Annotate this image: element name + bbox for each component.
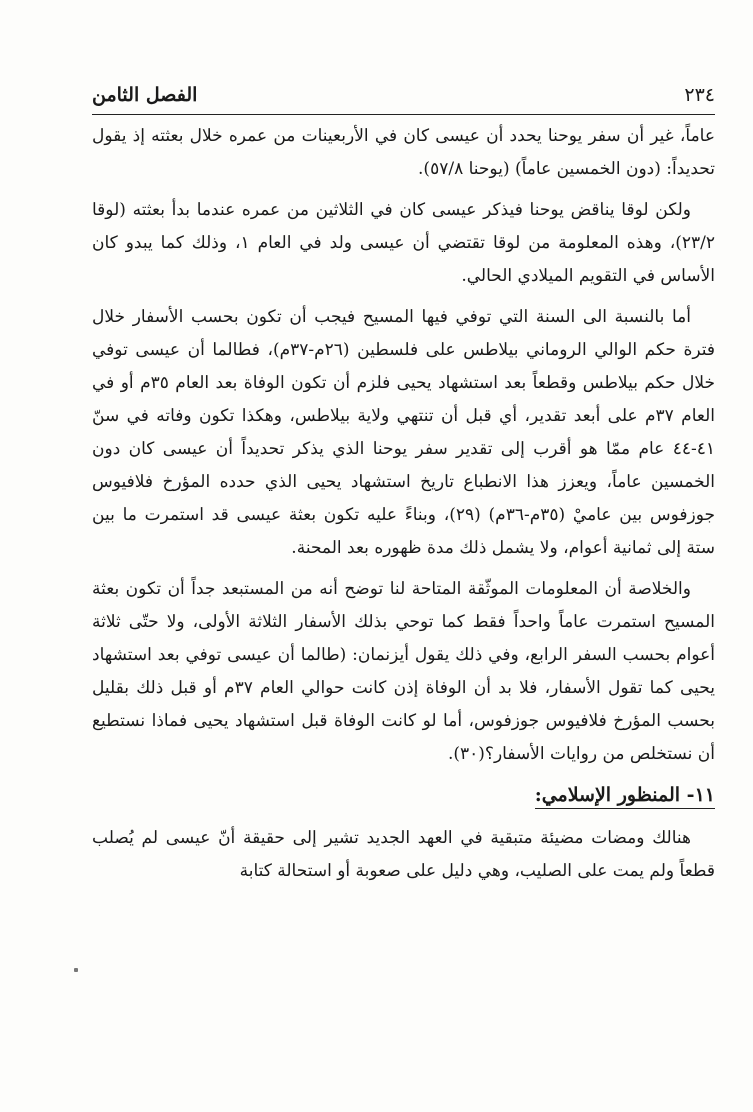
page-header <box>92 84 715 114</box>
scan-speck <box>74 968 78 972</box>
paragraph: أما بالنسبة الى السنة التي توفي فيها المسيح فيجب أن تكون بحسب الأسفار خلال فترة حكم الوالي الروماني بيلاطس على فلسطين (٢٦م-٣٧م)، فطالما أن عيسى توفي خلال حكم بيلاطس وقطعاً بعد استشهاد يحيى فلزم أن تكون الوفاة بعد العام ٣٥م أو في العام ٣٧م على أبعد تقدير، أي قبل أن تنتهي ولاية بيلاطس، وهكذا تكون وفاته في سنّ ٤١-٤٤ عام ممّا هو أقرب إلى تقدير سفر يوحنا الذي يذكر تحديداً أن عيسى كان دون الخمسين عاماً، ويعزز هذا الانطباع تاريخ استشهاد يحيى الذي حدده المؤرخ فلافيوس جوزفوس بين عاميْ (٣٥م-٣٦م) (٢٩)، وبناءً عليه تكون بعثة عيسى قد استمرت ما بين ستة إلى ثمانية أعوام، ولا يشمل ذلك مدة ظهوره بعد المحنة. <box>92 307 716 558</box>
section-heading <box>92 779 715 812</box>
page-number: ٢٣٤ <box>684 84 715 106</box>
header-rule <box>92 114 715 115</box>
paragraph: ولكن لوقا يناقض يوحنا فيذكر عيسى كان في الثلاثين من عمره عندما بدأ بعثته (لوقا ٢٣/٢)، وهذه المعلومة من لوقا تقتضي أن عيسى ولد في العام ١، وذلك كما يبدو كان الأساس في التقويم الميلادي الحالي. <box>92 200 715 286</box>
paragraph: والخلاصة أن المعلومات الموثّقة المتاحة لنا توضح أنه من المستبعد جداً أن تكون بعثة المسيح استمرت عاماً واحداً فقط كما توحي بذلك الأسفار الثلاثة الأولى، ولا حتّى ثلاثة أعوام بحسب السفر الرابع، وفي ذلك يقول أيزنمان: (طالما أن عيسى توفي بعد استشهاد يحيى كما تقول الأسفار، فلا بد أن الوفاة إذن كانت حوالي العام ٣٧م أو قبل ذلك بقليل بحسب المؤرخ فلافيوس جوزفوس، أما لو كانت الوفاة قبل استشهاد يحيى فماذا نستطيع أن نستخلص من روايات الأسفار؟(٣٠). <box>92 579 715 764</box>
paragraph: عاماً، غير أن سفر يوحنا يحدد أن عيسى كان في الأربعينات من عمره خلال بعثته إذ يقول تحديداً: (دون الخمسين عاماً) (يوحنا ٥٧/٨). <box>92 126 715 179</box>
body-text <box>92 120 715 896</box>
chapter-title: الفصل الثامن <box>92 84 198 106</box>
paragraph: هنالك ومضات مضيئة متبقية في العهد الجديد تشير إلى حقيقة أنّ عيسى لم يُصلب قطعاً ولم يمت على الصليب، وهي دليل على صعوبة أو استحالة كتابة <box>92 828 715 881</box>
section-heading-text: ١١- المنظور الإسلامي: <box>535 784 715 809</box>
